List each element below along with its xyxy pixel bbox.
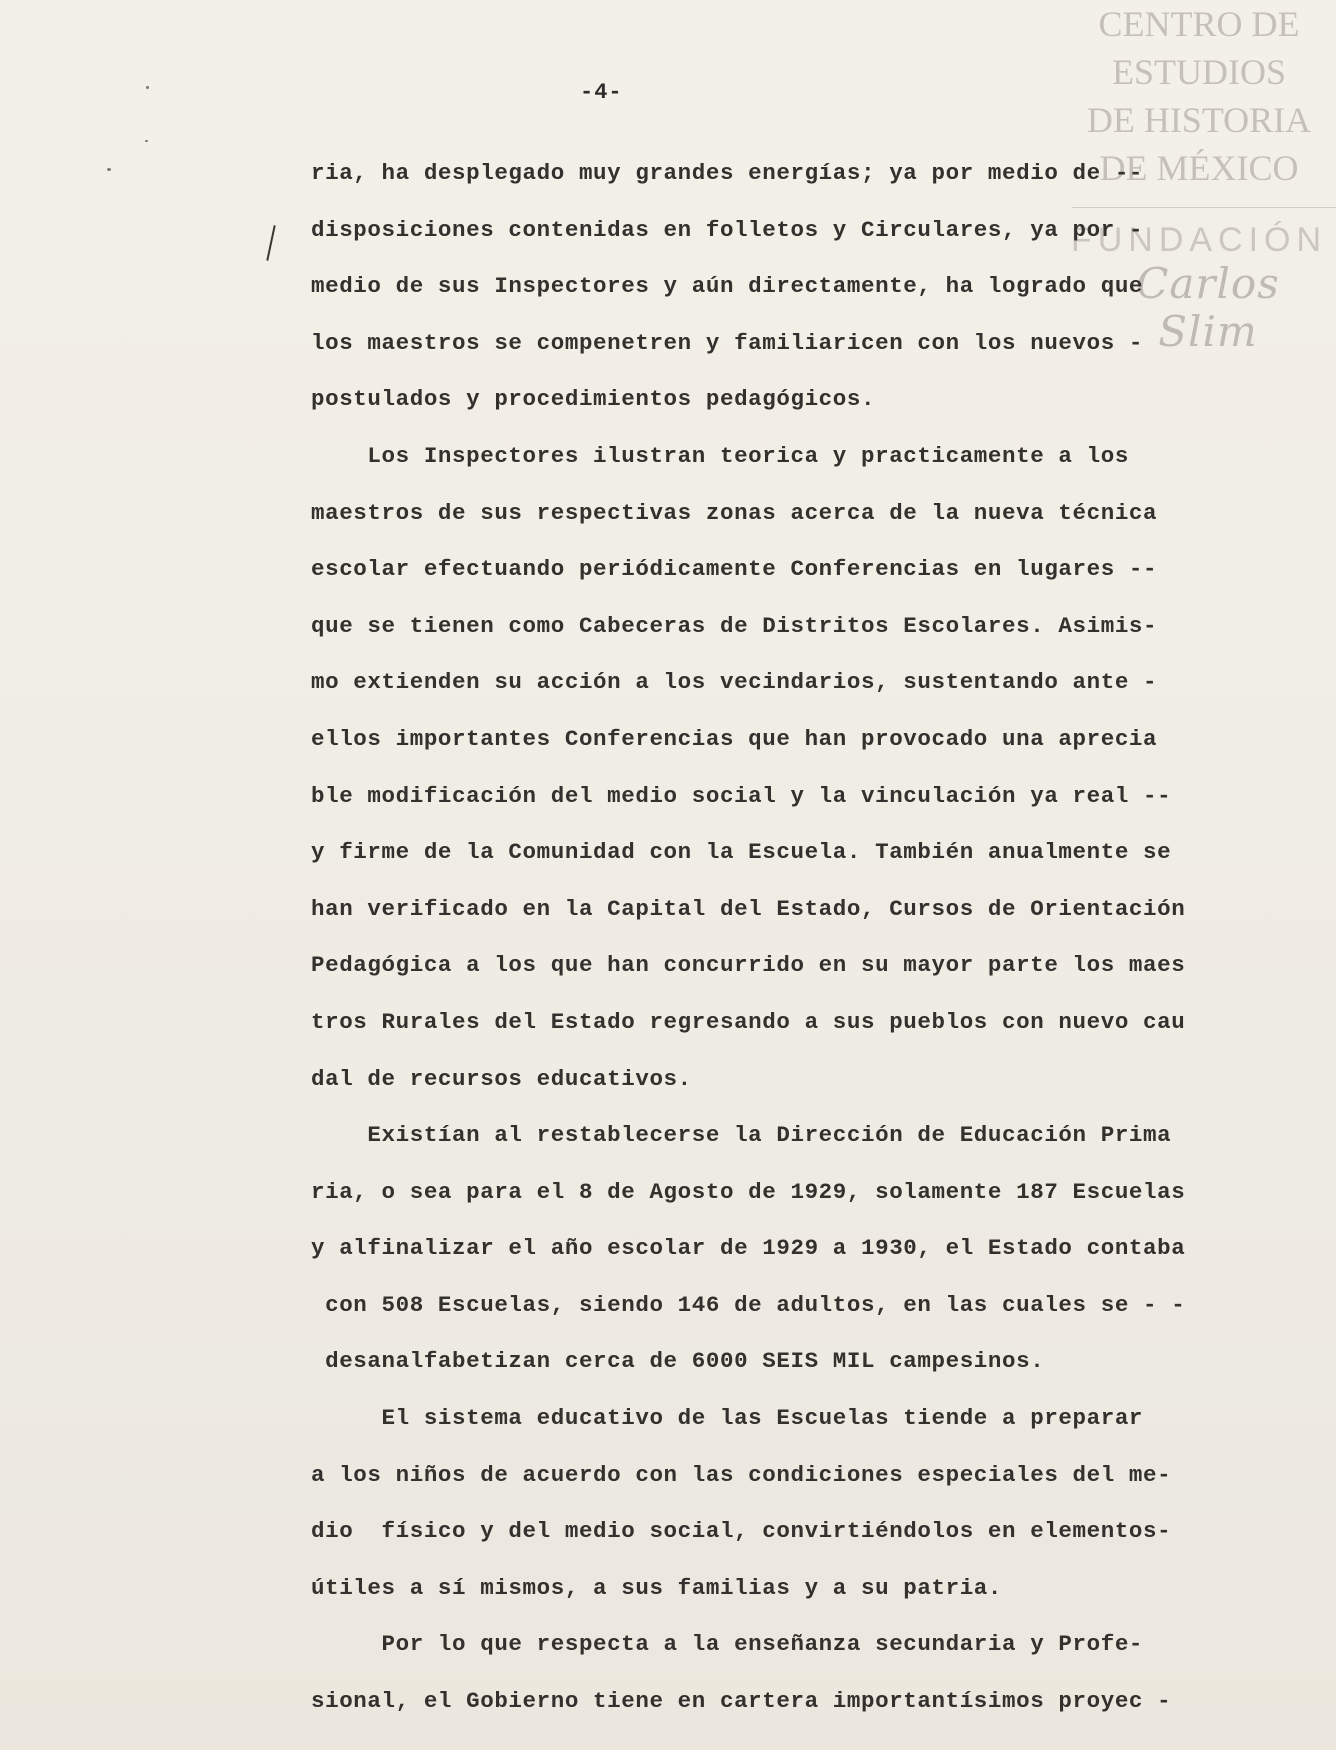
text-line: sional, el Gobierno tiene en cartera importantísimos proyec -: [311, 1688, 1172, 1715]
watermark-line: DE MÉXICO: [1099, 148, 1299, 188]
text-line: dal de recursos educativos.: [311, 1065, 692, 1092]
text-line: ellos importantes Conferencias que han provocado una aprecia: [311, 725, 1158, 752]
text-line: mo extienden su acción a los vecindarios, sustentando ante -: [311, 669, 1158, 696]
page-number: -4-: [580, 80, 623, 105]
text-line: Por lo que respecta a la enseñanza secundaria y Profe-: [311, 1631, 1144, 1658]
text-line: ble modificación del medio social y la vinculación ya real --: [311, 782, 1172, 809]
text-line: Los Inspectores ilustran teorica y practicamente a los: [311, 442, 1129, 469]
paper-speck: [107, 168, 111, 171]
text-line: disposiciones contenidas en folletos y Circulares, ya por -: [311, 216, 1144, 243]
text-line: con 508 Escuelas, siendo 146 de adultos, en las cuales se - -: [311, 1291, 1186, 1318]
paper-speck: [146, 86, 149, 89]
text-line: Existían al restablecerse la Dirección de Educación Prima: [311, 1122, 1172, 1149]
paper-speck: [145, 140, 148, 142]
text-line: y firme de la Comunidad con la Escuela. También anualmente se: [311, 839, 1172, 866]
text-line: Pedagógica a los que han concurrido en su mayor parte los maes: [311, 952, 1186, 979]
text-line: útiles a sí mismos, a sus familias y a su patria.: [311, 1574, 1003, 1601]
text-line: medio de sus Inspectores y aún directamente, ha logrado que: [311, 273, 1144, 300]
margin-pen-mark: [266, 225, 275, 261]
text-line: que se tienen como Cabeceras de Distritos Escolares. Asimis-: [311, 612, 1158, 639]
text-line: maestros de sus respectivas zonas acerca de la nueva técnica: [311, 499, 1158, 526]
text-line: y alfinalizar el año escolar de 1929 a 1930, el Estado contaba: [311, 1235, 1186, 1262]
text-line: los maestros se compenetren y familiaricen con los nuevos -: [311, 329, 1144, 356]
text-line: tros Rurales del Estado regresando a sus pueblos con nuevo cau: [311, 1008, 1186, 1035]
text-line: a los niños de acuerdo con las condiciones especiales del me-: [311, 1461, 1172, 1488]
watermark-line: DE HISTORIA: [1086, 100, 1312, 140]
text-line: han verificado en la Capital del Estado, Cursos de Orientación: [311, 895, 1186, 922]
watermark-signature: Carlos Slim: [1136, 259, 1280, 356]
text-line: postulados y procedimientos pedagógicos.: [311, 386, 876, 413]
watermark-fundacion: FUNDACIÓN: [1070, 221, 1328, 259]
typed-body-text: [311, 155, 1291, 1740]
text-line: dio físico y del medio social, convirtiéndolos en elementos-: [311, 1518, 1172, 1545]
text-line: escolar efectuando periódicamente Conferencias en lugares --: [311, 556, 1158, 583]
text-line: ria, ha desplegado muy grandes energías; ya por medio de --: [311, 160, 1144, 186]
text-line: El sistema educativo de las Escuelas tiende a preparar: [311, 1405, 1144, 1432]
text-line: desanalfabetizan cerca de 6000 SEIS MIL campesinos.: [311, 1348, 1045, 1375]
watermark-line: ESTUDIOS: [1111, 52, 1286, 92]
text-line: ria, o sea para el 8 de Agosto de 1929, solamente 187 Escuelas: [311, 1178, 1186, 1205]
watermark-line: CENTRO DE: [1098, 4, 1300, 44]
